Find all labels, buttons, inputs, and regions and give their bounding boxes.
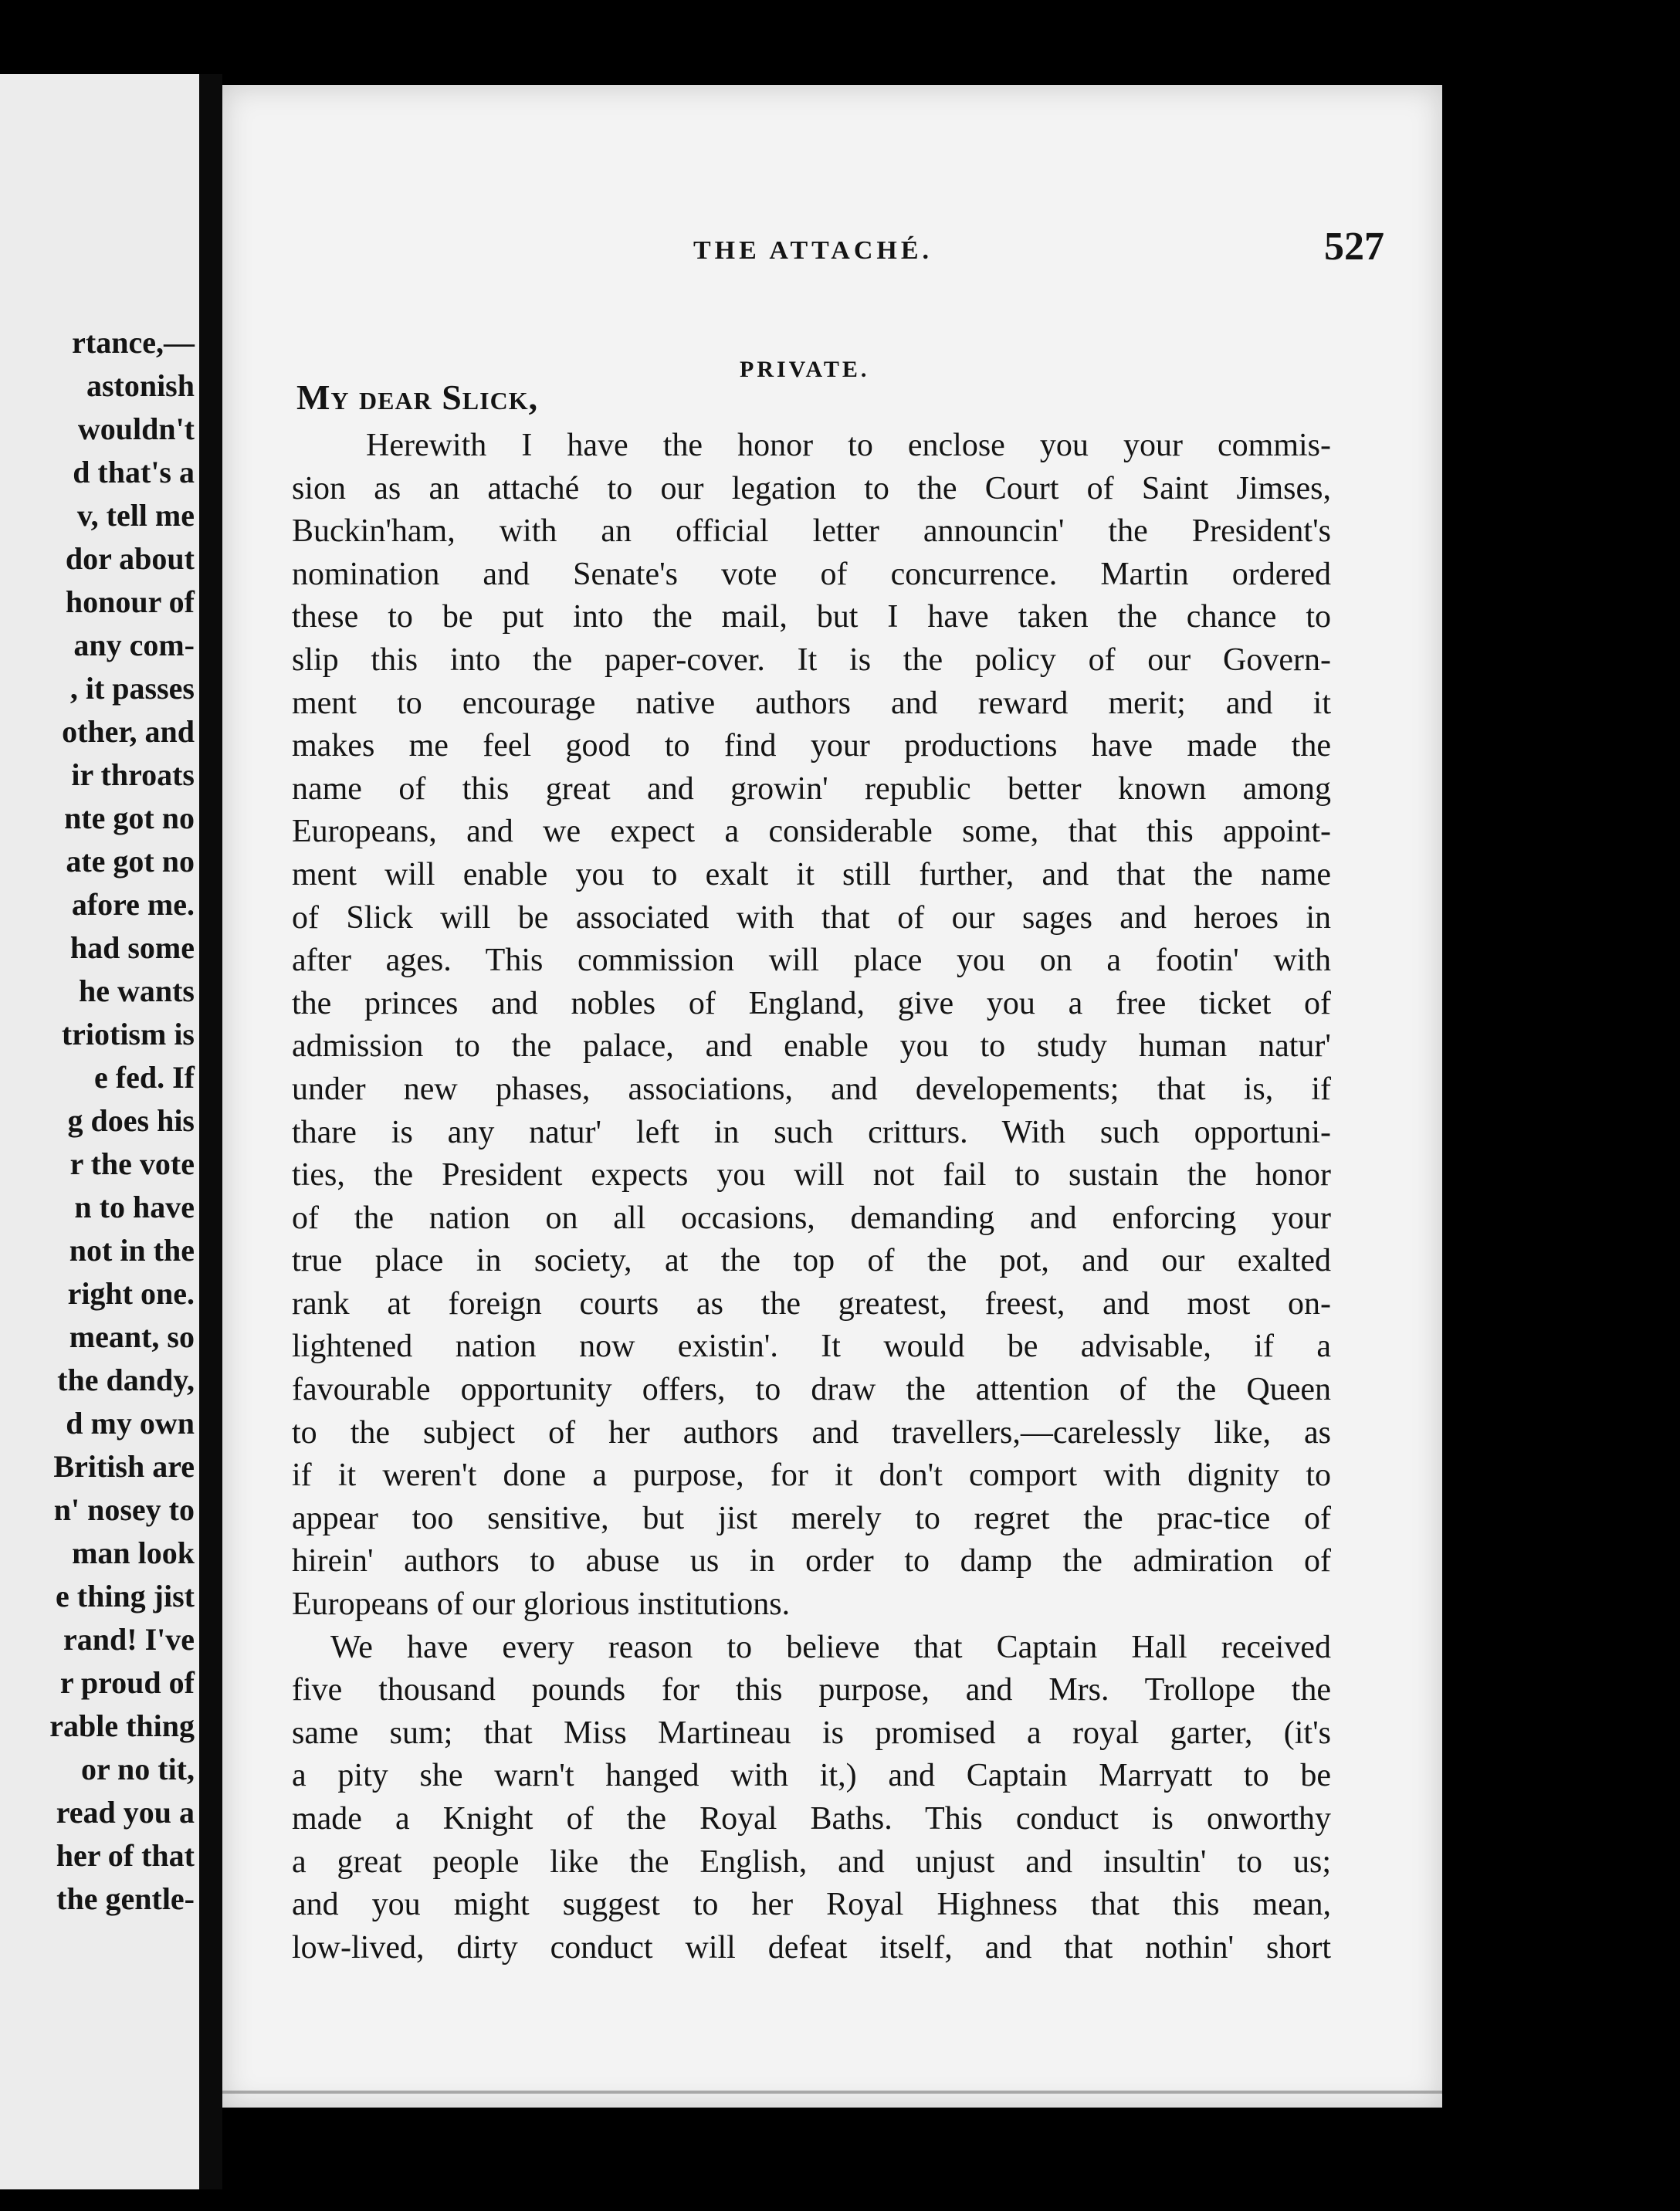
left-line: ir throats	[71, 757, 195, 792]
text-line: of the nation on all occasions, demanding and enforcing your	[292, 1200, 1331, 1236]
text-line: nomination and Senate's vote of concurrence. Martin ordered	[292, 556, 1331, 592]
text-line: rank at foreign courts as the greatest, freest, and most on-	[292, 1285, 1331, 1322]
left-line: meant, so	[69, 1319, 195, 1354]
running-title: THE ATTACHÉ.	[693, 236, 933, 265]
left-line: e fed. If	[94, 1060, 195, 1095]
text-line: slip this into the paper-cover. It is the policy of our Govern-	[292, 642, 1331, 678]
letter-heading: PRIVATE.	[740, 357, 870, 382]
left-line: honour of	[65, 584, 195, 619]
text-line: Buckin'ham, with an official letter announcin' the President's	[292, 513, 1331, 550]
text-line: and you might suggest to her Royal Highness that this mean,	[292, 1887, 1331, 1923]
left-line: n' nosey to	[53, 1492, 195, 1527]
text-line: hirein' authors to abuse us in order to damp the admiration of	[292, 1543, 1331, 1580]
text-line: a great people like the English, and unjust and insultin' to us;	[292, 1844, 1331, 1880]
page-number: 527	[1324, 225, 1384, 269]
text-line: appear too sensitive, but jist merely to regret the prac-tice of	[292, 1500, 1331, 1536]
left-line: rand! I've	[63, 1622, 195, 1657]
right-page	[222, 85, 1442, 2108]
left-line: read you a	[56, 1795, 195, 1830]
left-line: v, tell me	[76, 498, 195, 533]
left-line: g does his	[67, 1103, 195, 1138]
text-line: makes me feel good to find your productions have made the	[292, 728, 1331, 764]
left-line: any com-	[73, 628, 195, 662]
left-line: nte got no	[64, 801, 195, 835]
text-line: low-lived, dirty conduct will defeat itself, and that nothin' short	[292, 1929, 1331, 1966]
left-line: her of that	[56, 1838, 195, 1873]
left-line: d my own	[66, 1406, 195, 1441]
text-line: admission to the palace, and enable you to study human natur'	[292, 1028, 1331, 1065]
text-line: name of this great and growin' republic better known among	[292, 770, 1331, 807]
text-line: to the subject of her authors and travellers,—carelessly like, as	[292, 1414, 1331, 1451]
left-line: rable thing	[49, 1708, 195, 1743]
left-line: the dandy,	[57, 1363, 195, 1397]
text-line: if it weren't done a purpose, for it don't comport with dignity to	[292, 1458, 1331, 1494]
left-page-fragment	[0, 74, 199, 2189]
text-line: same sum; that Miss Martineau is promised a royal garter, (it's	[292, 1715, 1331, 1751]
text-line: Herewith I have the honor to enclose you your commis-	[366, 428, 1331, 463]
text-line: thare is any natur' left in such critturs. With such opportuni-	[292, 1114, 1331, 1150]
text-line: after ages. This commission will place you on a footin' with	[292, 943, 1331, 979]
text-line: Europeans, and we expect a considerable some, that this appoint-	[292, 814, 1331, 850]
text-line: true place in society, at the top of the pot, and our exalted	[292, 1243, 1331, 1279]
left-line: wouldn't	[77, 411, 195, 446]
left-line: not in the	[69, 1233, 195, 1268]
text-line: of Slick will be associated with that of our sages and heroes in	[292, 899, 1331, 936]
left-line: or no tit,	[80, 1752, 195, 1786]
left-line: he wants	[78, 973, 195, 1008]
left-line: r proud of	[59, 1665, 195, 1700]
text-line: five thousand pounds for this purpose, and Mrs. Trollope the	[292, 1672, 1331, 1708]
text-line: Europeans of our glorious institutions.	[292, 1586, 791, 1623]
text-line: the princes and nobles of England, give you a free ticket of	[292, 985, 1331, 1021]
left-page-text	[0, 321, 199, 1921]
left-line: the gentle-	[56, 1881, 195, 1916]
left-line: d that's a	[73, 455, 195, 489]
letter-salutation: My dear Slick,	[296, 378, 539, 417]
page-bottom-edge	[222, 2091, 1442, 2094]
text-line: made a Knight of the Royal Baths. This conduct is onworthy	[292, 1801, 1331, 1837]
left-line: rtance,—	[72, 325, 195, 360]
text-line: We have every reason to believe that Captain Hall received	[330, 1629, 1331, 1665]
left-line: had some	[69, 930, 195, 965]
left-line: e thing jist	[56, 1579, 195, 1613]
book-gutter	[199, 74, 222, 2189]
left-line: other, and	[62, 714, 195, 749]
text-line: ment will enable you to exalt it still further, and that the name	[292, 856, 1331, 892]
left-line: , it passes	[69, 671, 195, 706]
left-line: dor about	[65, 541, 195, 576]
left-line: ate got no	[66, 844, 195, 879]
text-line: ment to encourage native authors and reward merit; and it	[292, 685, 1331, 721]
text-line: ties, the President expects you will not fail to sustain the honor	[292, 1157, 1331, 1194]
left-line: r the vote	[69, 1146, 195, 1181]
left-line: astonish	[86, 368, 195, 403]
left-line: right one.	[67, 1276, 195, 1311]
left-line: triotism is	[61, 1017, 195, 1051]
text-line: under new phases, associations, and developements; that is, if	[292, 1071, 1331, 1107]
text-line: lightened nation now existin'. It would be advisable, if a	[292, 1329, 1331, 1365]
text-line: favourable opportunity offers, to draw the attention of the Queen	[292, 1372, 1331, 1408]
left-line: n to have	[74, 1190, 195, 1224]
left-line: British are	[53, 1449, 195, 1484]
letter-body	[292, 425, 1331, 1969]
text-line: a pity she warn't hanged with it,) and Captain Marryatt to be	[292, 1758, 1331, 1794]
left-line: man look	[72, 1536, 195, 1570]
text-line: these to be put into the mail, but I have taken the chance to	[292, 599, 1331, 635]
left-line: afore me.	[71, 887, 195, 922]
text-line: sion as an attaché to our legation to the Court of Saint Jimses,	[292, 470, 1331, 506]
